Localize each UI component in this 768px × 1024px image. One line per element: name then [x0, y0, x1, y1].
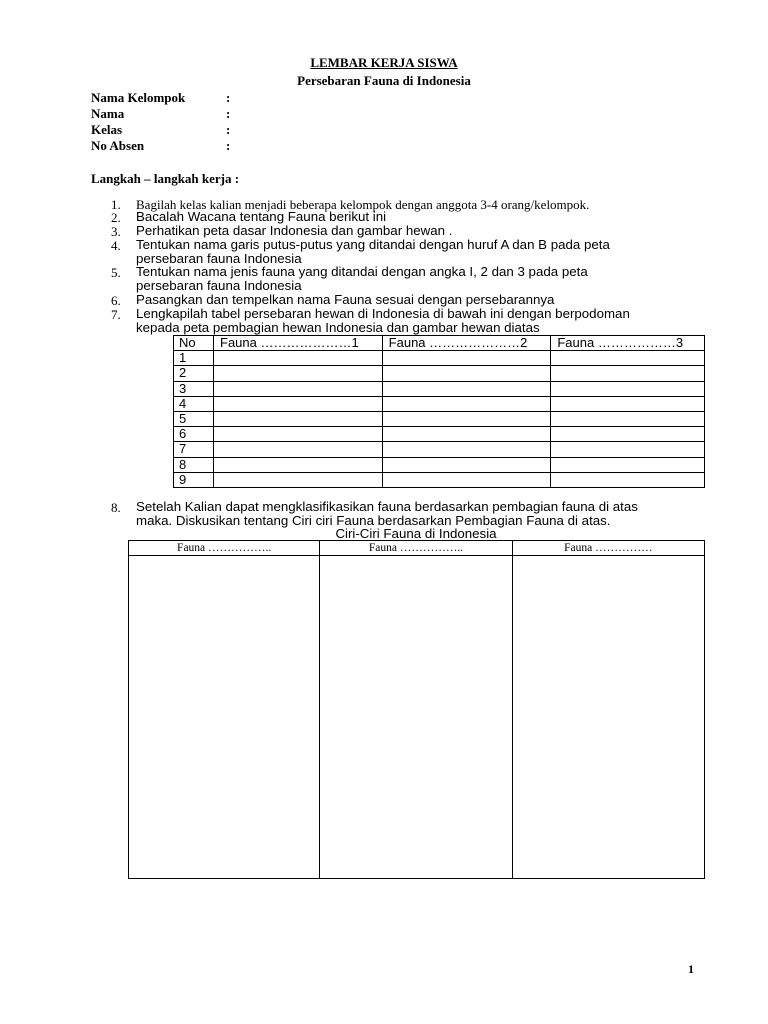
page-number: 1 — [688, 962, 694, 976]
step-number: 2. — [111, 210, 121, 225]
table-row — [174, 351, 705, 366]
field-label-nama: Nama — [91, 106, 125, 121]
step-text: Lengkapilah tabel persebaran hewan di Indonesia di bawah ini dengan berpodoman — [136, 306, 630, 321]
table-cell[interactable] — [214, 366, 383, 381]
table-cell[interactable] — [551, 396, 705, 411]
step-text: persebaran fauna Indonesia — [136, 278, 302, 293]
table-cell[interactable] — [551, 457, 705, 472]
step-number: 3. — [111, 224, 121, 239]
table-cell[interactable] — [214, 351, 383, 366]
table-cell[interactable] — [382, 381, 551, 396]
field-label-nama-kelompok: Nama Kelompok — [91, 90, 186, 105]
table-row — [174, 381, 705, 396]
step-number: 4. — [111, 238, 121, 253]
table-cell[interactable] — [512, 556, 704, 879]
table-header-row — [129, 541, 705, 556]
table-cell[interactable] — [382, 366, 551, 381]
table-cell[interactable] — [551, 411, 705, 426]
table-row — [129, 556, 705, 879]
row-number: 5 — [174, 411, 214, 426]
table-header-cell: Fauna …………………1 — [214, 336, 383, 351]
table-cell[interactable] — [214, 442, 383, 457]
table-cell[interactable] — [382, 411, 551, 426]
table-header-cell: Fauna ………………3 — [551, 336, 705, 351]
step-text: Perhatikan peta dasar Indonesia dan gambar hewan . — [136, 223, 453, 238]
row-number: 6 — [174, 427, 214, 442]
step-text: kepada peta pembagian hewan Indonesia dan gambar hewan diatas — [136, 320, 540, 335]
step-text: Setelah Kalian dapat mengklasifikasikan fauna berdasarkan pembagian fauna di atas — [136, 499, 638, 514]
worksheet-title: LEMBAR KERJA SISWA — [310, 55, 458, 70]
field-colon: : — [226, 90, 231, 105]
table-row — [174, 472, 705, 487]
worksheet-subtitle: Persebaran Fauna di Indonesia — [297, 73, 471, 88]
table-row — [174, 411, 705, 426]
table-cell[interactable] — [320, 556, 512, 879]
fauna-characteristics-table — [128, 540, 705, 879]
table-cell[interactable] — [551, 381, 705, 396]
row-number: 1 — [174, 351, 214, 366]
field-label-no-absen: No Absen — [91, 138, 145, 153]
table-row — [174, 457, 705, 472]
row-number: 9 — [174, 472, 214, 487]
table-header-cell: Fauna …………….. — [129, 541, 320, 556]
step-text: maka. Diskusikan tentang Ciri ciri Fauna berdasarkan Pembagian Fauna di atas. — [136, 513, 611, 528]
table-cell[interactable] — [551, 366, 705, 381]
step-number: 8. — [111, 500, 121, 515]
table-header-cell: Fauna …………….. — [320, 541, 512, 556]
row-number: 2 — [174, 366, 214, 381]
table-row — [174, 396, 705, 411]
table-cell[interactable] — [382, 472, 551, 487]
table-row — [174, 366, 705, 381]
table-header-cell: Fauna …………… — [512, 541, 704, 556]
step-text: Pasangkan dan tempelkan nama Fauna sesuai dengan persebarannya — [136, 292, 555, 307]
field-colon: : — [226, 106, 231, 121]
table-cell[interactable] — [551, 442, 705, 457]
table-cell[interactable] — [214, 411, 383, 426]
row-number: 4 — [174, 396, 214, 411]
step-text: Tentukan nama jenis fauna yang ditandai dengan angka I, 2 dan 3 pada peta — [136, 264, 588, 279]
table-row — [174, 442, 705, 457]
table-caption: Ciri-Ciri Fauna di Indonesia — [335, 526, 497, 541]
step-number: 7. — [111, 307, 121, 322]
table-cell[interactable] — [382, 427, 551, 442]
table-cell[interactable] — [551, 427, 705, 442]
table-header-cell: Fauna …………………2 — [382, 336, 551, 351]
table-cell[interactable] — [382, 457, 551, 472]
table-cell[interactable] — [382, 396, 551, 411]
field-label-kelas: Kelas — [91, 122, 123, 137]
table-cell[interactable] — [214, 381, 383, 396]
step-number: 1. — [111, 197, 121, 212]
table-cell[interactable] — [551, 472, 705, 487]
fauna-distribution-table — [173, 335, 705, 488]
table-cell[interactable] — [551, 351, 705, 366]
table-header-row — [174, 336, 705, 351]
step-text: persebaran fauna Indonesia — [136, 251, 302, 266]
table-cell[interactable] — [382, 442, 551, 457]
table-header-cell: No — [174, 336, 214, 351]
table-row — [174, 427, 705, 442]
table-cell[interactable] — [214, 457, 383, 472]
steps-heading: Langkah – langkah kerja : — [91, 171, 240, 186]
table-cell[interactable] — [214, 472, 383, 487]
row-number: 3 — [174, 381, 214, 396]
field-colon: : — [226, 138, 231, 153]
step-number: 5. — [111, 265, 121, 280]
step-text: Bacalah Wacana tentang Fauna berikut ini — [136, 209, 387, 224]
table-cell[interactable] — [214, 396, 383, 411]
row-number: 7 — [174, 442, 214, 457]
table-cell[interactable] — [382, 351, 551, 366]
table-cell[interactable] — [214, 427, 383, 442]
step-text: Tentukan nama garis putus-putus yang ditandai dengan huruf A dan B pada peta — [136, 237, 610, 252]
table-cell[interactable] — [129, 556, 320, 879]
step-text: Bagilah kelas kalian menjadi beberapa kelompok dengan anggota 3-4 orang/kelompok. — [136, 197, 590, 212]
step-number: 6. — [111, 293, 121, 308]
row-number: 8 — [174, 457, 214, 472]
field-colon: : — [226, 122, 231, 137]
